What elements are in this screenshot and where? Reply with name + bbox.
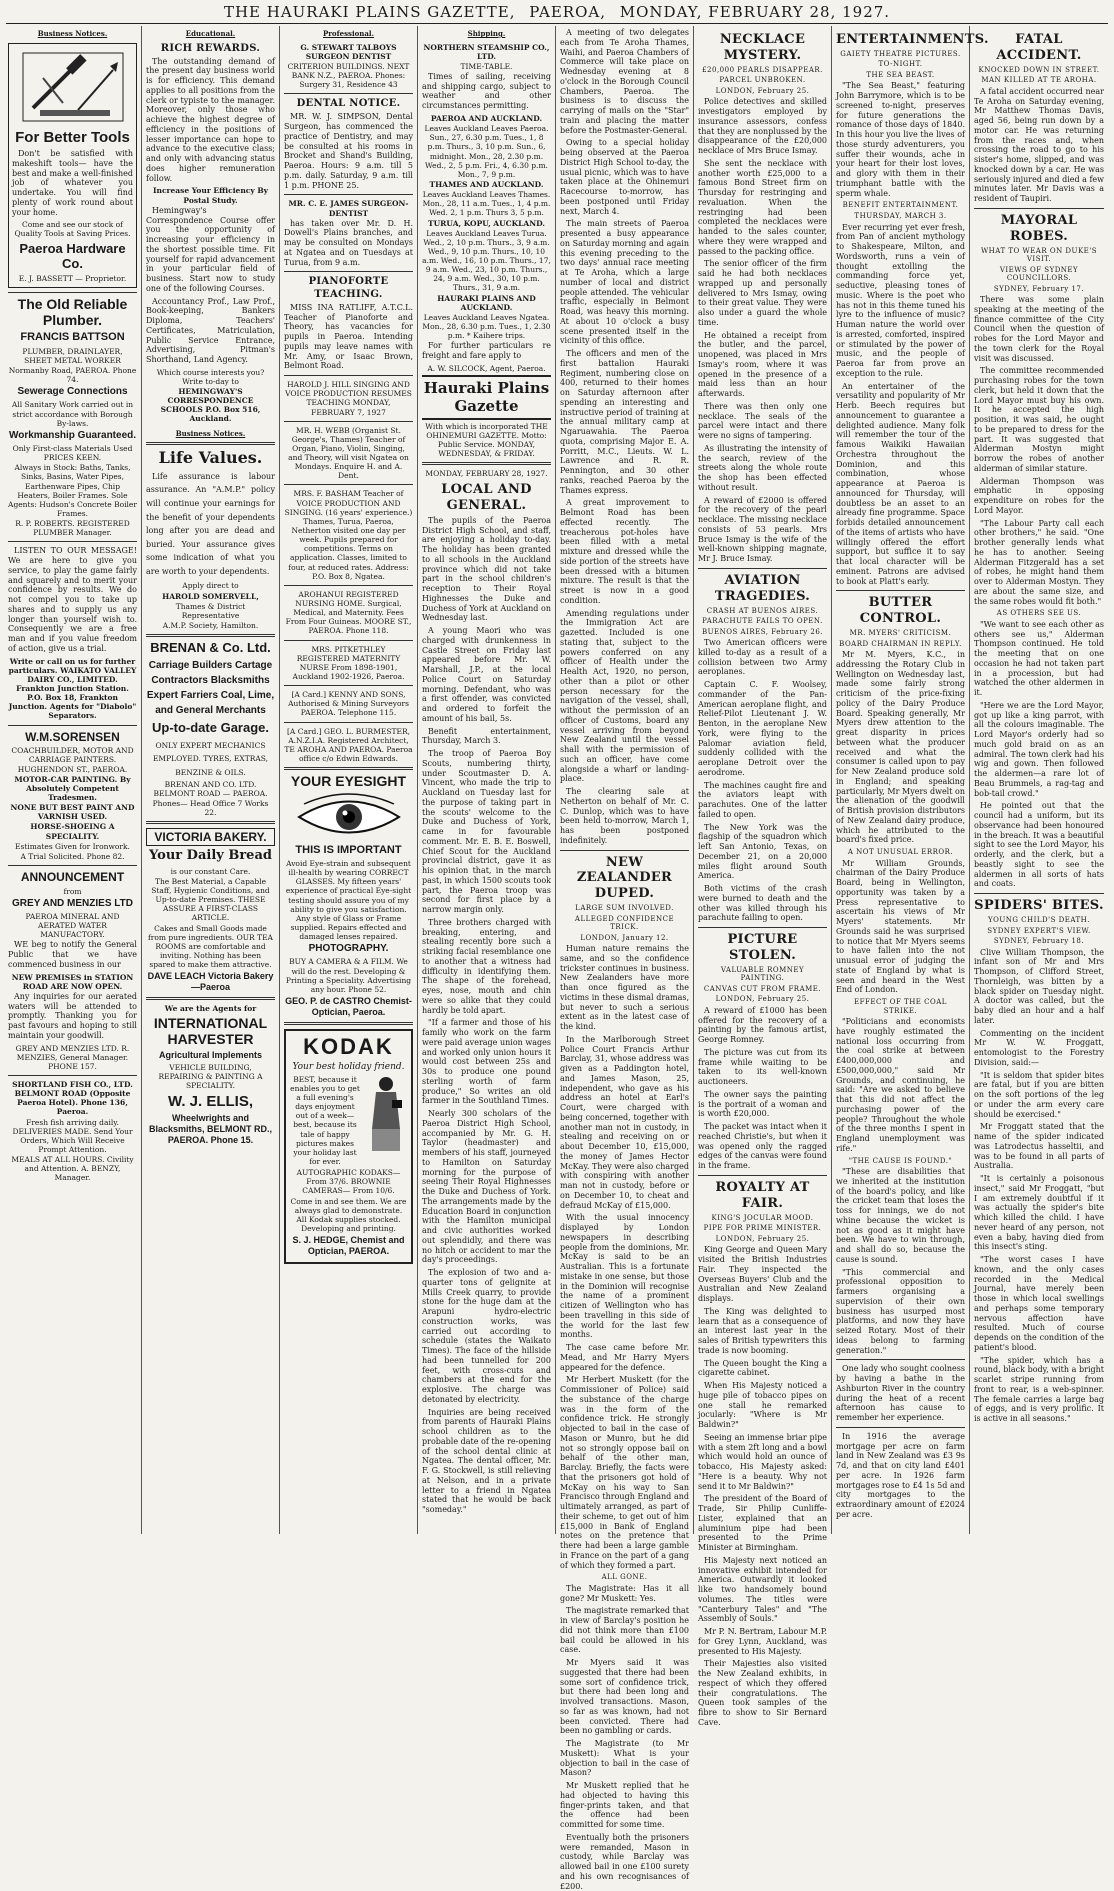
paper-name: THE HAURAKI PLAINS GAZETTE, xyxy=(223,3,516,21)
thames-rep: Thames & District Representative xyxy=(175,601,246,620)
picture-sub1: VALUABLE ROMNEY PAINTING. xyxy=(720,965,805,983)
nz-duped-dateline: LONDON, January 12. xyxy=(580,933,669,942)
picture-title: PICTURE STOLEN. xyxy=(727,932,798,963)
article-paragraph: In the Marlborough Street Police Court Francis Arthur Barclay, 31, whose address was given as a Paddington hotel, and James Mason, 25, independent, who gave as his address an hotel at Earl's Court, were charged with being concerned, together with another man not in custody, in stealing and receiving on or about December 10, £15,000, the money of James Hector McKay. They were also charged with conspiring with another man not in custody, before or on December 10, to cheat and defraud McKay of £15,000. xyxy=(560,1034,689,1210)
hardware-firm: Paeroa Hardware Co. xyxy=(19,240,126,272)
horseshoeing: HORSE-SHOEING A SPECIALITY. xyxy=(30,822,115,841)
butter-sub2: BOARD CHAIRMAN IN REPLY. xyxy=(839,639,962,648)
sewerage-title: Sewerage Connections xyxy=(17,386,128,398)
butter-title: BUTTER CONTROL. xyxy=(859,595,942,627)
agri-implements: Agricultural Implements xyxy=(158,1050,263,1061)
local-general-body xyxy=(422,516,551,1515)
gazette-date: MONDAY, FEBRUARY 28, 1927. xyxy=(425,469,548,479)
kenny-surveyors: [A Card.] KENNY AND SONS, Authorised & Mining Surveyors PAEROA. Telephone 115. xyxy=(288,690,409,718)
article-paragraph: Police detectives and skilled investigators employed by insurance assessors, confess that they are nonplussed by the disappearance of the £20,000 necklace of Mrs Bruce Ismay. xyxy=(698,97,827,156)
tools-body: Don't be satisfied with makeshift tools— have the best and make a well-finished job of whatever you undertake. You will find plenty of work round about your home. xyxy=(12,149,133,217)
article-paragraph: "If a farmer and those of his family who work on the farm were paid average union wages and worked only union hours it would cost between 25s and 30s to produce one pound sterling worth of farm produce," So writes an old farmer in the Southland Times. xyxy=(422,1018,551,1106)
article-subhead: EFFECT OF THE COAL STRIKE. xyxy=(854,998,947,1015)
rich-rewards-body2: Hemingway's Correspondence Course offer you the opportunity of increasing your efficiency in the shortest possible time. Fit yourself for rapid advancement in your particular field of business. Start now to study one of the following Courses. xyxy=(146,205,275,293)
announcement-title: ANNOUNCEMENT xyxy=(20,869,125,884)
royalty-title: ROYALTY AT FAIR. xyxy=(715,1179,810,1211)
article-paragraph: With the usual innocency displayed by London newspapers in describing people from the dominions, Mr. McKay is said to be an Australian. This is a fortunate mistake in one sense, but those in the Dominion will recognise the name of a prominent citizen of Wellington who has been travelling in this side of the world for the last few months. xyxy=(560,1213,689,1340)
nz-duped-sub1: LARGE SUM INVOLVED. xyxy=(575,904,674,913)
article-paragraph: Mr Froggatt stated that the name of the spider indicated was Latrodectus hasseltii, and was to be found in all parts of Australia. xyxy=(974,1122,1104,1171)
inquiries-body: Any inquiries for our aerated waters will be attended to promptly. Thanking you for past favours and hoping to still maintain your goodwill. xyxy=(8,991,137,1040)
article-paragraph: Mr William Grounds, chairman of the Dairy Produce Board, being in Wellington, opportunity was taken by a Press representative to ascertain his views of Mr Myers' statements. Mr Grounds said he was surprised to notice that Mr Myers seems to have fallen into the not unusual error of judging the state of England by what is seen and heard in the West End of London. xyxy=(836,858,965,995)
thames-auckland-times: Leaves Auckland Leaves Thames. Mon., 28, 11 a.m. Tues., 1, 4 p.m. Wed. 2, 1 p.m. Thurs 3, 5 p.m. xyxy=(422,190,551,218)
gazette-nameplate: Hauraki Plains Gazette xyxy=(422,375,551,420)
workmanship-title: Workmanship Guaranteed. xyxy=(8,429,137,441)
nz-duped-sub2: ALLEGED CONFIDENCE TRICK. xyxy=(574,914,675,932)
local-general-title: LOCAL AND GENERAL. xyxy=(441,482,532,514)
international-harvester: INTERNATIONAL HARVESTER xyxy=(153,1015,268,1047)
article-paragraph: The picture was cut from its frame while waiting to be taken to its well-known auctioneers. xyxy=(698,1047,827,1087)
mayoral-title: MAYORAL ROBES. xyxy=(1000,212,1078,244)
hardware-ad xyxy=(8,43,137,289)
column-1 xyxy=(4,26,142,1534)
article-paragraph: Ever recurring yet ever fresh, from Pan of ancient mythology to Shakespeare, Milton, and Wordsworth, runs a vein of thought extolling the commanding force yet, seductive, pleasing tones of music. Where is the poet who has not in this theme tuned his lyre to the influence of music? Human nature the world over is arrested, comforted, inspired or stimulated by the power of music, and the people of Paeroa far from prove an exception to the rule. xyxy=(836,222,965,378)
photography-body: BUY A CAMERA & A FILM. We will do the rest. Developing & Printing a Speciality. Advertising any hour. Phone 52. xyxy=(285,957,412,994)
piano-body: MISS INA RATLIFF, A.T.C.L. Teacher of Pianoforte and Theory, has vacancies for pupils in Paeroa. Intending pupils may leave names with Mr. Amy, or Isaac Brown, Belmont Road. xyxy=(284,302,413,371)
necklace-title: NECKLACE MYSTERY. xyxy=(719,32,806,63)
entertainments-sub2: TO-NIGHT. xyxy=(878,60,923,69)
article-paragraph: Alderman Thompson was emphatic in opposing expenditure on robes for the Lord Mayor. xyxy=(974,476,1104,515)
picture-sub2: CANVAS CUT FROM FRAME. xyxy=(703,984,822,993)
article-paragraph: Seeing an immense briar pipe with a stem 2ft long and a bowl which would hold an ounce of tobacco, His Majesty asked: "Here is a beauty. Why not send it to Mr Baldwin?" xyxy=(698,1432,827,1491)
article-paragraph: "The worst cases I have known, and the only cases recorded in the Medical Journal, have merely been those in which local swellings and perhaps some temporary nervous affection have resulted. Much of course depends on the condition of the patient's blood. xyxy=(974,1255,1104,1352)
kodak-logo: KODAK xyxy=(303,1033,394,1059)
column-8 xyxy=(970,26,1108,1534)
article-paragraph: Human nature remains the same, and so the confidence trickster continues in business. New Zealanders have more than once figured as the victims in these dismal dramas, but never to such a serious extent as in the latest case of the kind. xyxy=(560,944,689,1032)
webb-organist: MR. H. WEBB (Organist St. George's, Thames) Teacher of Organ, Piano, Violin, Singing, and Theory, will visit Ngatea on Mondays. Enquire H. and A. Dent. xyxy=(288,425,409,481)
section-label: Shipping. xyxy=(467,29,506,38)
plumber-title: The Old Reliable Plumber. xyxy=(17,296,128,328)
column-7 xyxy=(832,26,989,1534)
article-paragraph: Benefit entertainment, Thursday, March 3. xyxy=(422,726,551,746)
royalty-sub2: PIPE FOR PRIME MINISTER. xyxy=(703,1224,822,1233)
paper-place: PAEROA, xyxy=(529,3,606,21)
article-paragraph: An entertainer of the versatility and popularity of Mr Herb. Beech requires but announcement to guarantee a delighted audience. Many folk will remember the tour of the famous Waikiki Hawaiian Orchestra throughout the Dominion, and this combination, whose appearance at Paeroa is announced for Thursday, will doubtless be an asset to an already fine programme. Space forbids detailed announcement of the items of artists who have willingly offered the effort support, but suffice it to say that local character will be eminent. Patrons are advised to book at Platt's early. xyxy=(836,381,965,586)
fatal-sub1: KNOCKED DOWN IN STREET. xyxy=(978,65,1100,74)
hauraki-head: HAURAKI PLAINS AND AUCKLAND. xyxy=(437,293,536,312)
tools-illustration-icon xyxy=(12,47,133,127)
necklace-dateline: LONDON, February 25. xyxy=(715,86,810,95)
article-paragraph: A fatal accident occurred near Te Aroha on Saturday evening, Mr Matthew Thomas Davis, aged 56, being run down by a motor car. He was returning from the races and, when crossing the road to go to his sister's home, slipped, and was knocked down by a car. He was seriously injured and died a few minutes later. Mr Davis was a resident of Taupiri. xyxy=(974,86,1105,204)
article-paragraph: A great improvement to Belmont Road has been effected recently. The treacherous pot-holes have been filled with a metal mixture and dressed while the side portion of the streets have been dressed with a bitumen mixture. The result is that the street is now in a good condition. xyxy=(560,498,689,605)
kodak-come: Come in and see them. We are always glad to demonstrate. All Kodak supplies stocked. Developing and printing. xyxy=(290,1196,407,1233)
column-6 xyxy=(694,26,832,1727)
article-paragraph: The explosion of two and a-quarter tons of gelignite at Mills Creek quarry, to provide stone for the huge dam at the Arapuni hydro-electric construction works, was carried out according to schedule (states the Waikato Times). The face of the hillside had been tunnelled for 200 feet, with cross-cuts and chambers at the end for the explosive. The charge was detonated by electricity. xyxy=(422,1268,551,1404)
rich-increase: Increase Your Efficiency By Postal Study. xyxy=(152,186,269,205)
spiders-sub1: YOUNG CHILD'S DEATH. xyxy=(987,916,1091,925)
article-paragraph: The New York was the flagship of the squadron which left San Antonio, Texas, on December 21, on a 20,000 miles flight around South America. xyxy=(698,822,827,881)
silcock-agent: A. W. SILCOCK, Agent, Paeroa. xyxy=(427,363,546,373)
woman-camera-icon xyxy=(364,1074,408,1154)
article-paragraph: In 1916 the average mortgage per acre on farm land in New Zealand was £3 9s 7d, and that on city land £401 per acre. In 1926 farm mortgages rose to £4 1s 5d and city mortgages to the extraordinary amount of £2024 per acre. xyxy=(836,1431,965,1519)
aviation-sub1: CRASH AT BUENOS AIRES. xyxy=(706,606,819,615)
benefit-title: BENEFIT ENTERTAINMENT. xyxy=(842,201,959,210)
article-paragraph: As illustrating the intensity of the search, review of the streets along the whole route the shop has been effected without result. xyxy=(698,443,827,492)
section-label: Business Notices. xyxy=(37,29,108,38)
bread-title: Your Daily Bread xyxy=(149,848,272,864)
spiders-sub2: SYDNEY EXPERT'S VIEW. xyxy=(987,926,1091,935)
brenan-services: Carriage Builders Cartage Contractors Blacksmiths Expert Farriers Coal, Lime, and General Merchants xyxy=(146,660,275,717)
article-paragraph: A young Maori who was charged with drunkenness in Castle Street on Friday last appeared before Mr. W. Marshall, J.P., at the local Police Court on Saturday morning. Defendant, who was a first offender, was convicted and ordered to forfeit the amount of his bail, 5s. xyxy=(422,626,551,723)
benefit-sub: THURSDAY, MARCH 3. xyxy=(854,211,947,220)
paeroa-auckland-times: Leaves Auckland Leaves Paeroa. Sun., 27, 6.30 p.m. Tues., 1, 8 p.m. Thurs., 3, 10 p.m. Sun., 6, midnight. Mon., 28, 2.30 p.m. Wed., 2, 5 p.m. Fri., 4, 6.30 p.m. Mon., 7, 9 p.m. xyxy=(424,124,549,179)
life-values-body: Life assurance is labour assurance. An "A.M.P." policy will continue your earnings for the benefit of your dependents long after you are dead and buried. Your assurance gives some indication of what you are worth to your dependents. xyxy=(146,471,275,576)
article-paragraph: Mr Herbert Muskett (for the Commissioner of Police) said the substance of the charge was in the form of the confidence trick. He strongly objected to bail in the case of Mason or Munro, but he did not so strongly oppose bail on behalf of the other man, Barclay. Briefly, the facts were that the prisoners got hold of McKay on his way to San Francisco through England and ultimately arranged, as part of their scheme, to get out of him £15,000 in Bank of England notes on the pretence that there had been a large gamble in France on the part of a gang of which they formed a part. xyxy=(560,1375,689,1570)
necklace-sub2: PARCEL UNBROKEN. xyxy=(719,76,806,85)
photography-title: PHOTOGRAPHY. xyxy=(308,943,389,955)
article-paragraph: The magistrate remarked that in view of Barclay's position he did not think more than £100 bail could be allowed in his case. xyxy=(560,1606,689,1655)
fatal-sub2: MAN KILLED AT TE AROHA. xyxy=(981,76,1097,85)
article-paragraph: Mr P. N. Bertram, Labour M.P. for Grey Lynn, Auckland, was presented to His Majesty. xyxy=(698,1627,827,1656)
brenan-address: BRENAN AND CO. LTD. BELMONT ROAD — PAEROA. Phones— Head Office 7 Works 22. xyxy=(152,780,269,817)
article-paragraph: The case came before Mr. Mead, and Mr Harry Myers appeared for the defence. xyxy=(560,1343,689,1372)
basham-teacher: MRS. F. BASHAM Teacher of VOICE PRODUCTION AND SINGING. (16 years' experience.) Thames, Turua, Paeroa, Netherton visited one day per week. Pupils prepared for competitions. Terms on application. Classes, limited to four, at reduced rates. Address: P.O. Box 8, Ngatea. xyxy=(284,489,413,581)
article-paragraph: Nearly 300 scholars of the Paeroa District High School, accompanied by Mr. G. H. Taylor (headmaster) and members of his staff, journeyed to Hamilton on Saturday morning for the purpose of seeing Their Royal Highnesses the Duke and Duchess of York. The arrangements made by the Education Board in conjunction with the Hamilton municipal and civic authorities worked out splendidly, and there was no hitch or accident to mar the day's proceedings. xyxy=(422,1109,551,1265)
new-premises: NEW PREMISES in STATION ROAD ARE NOW OPEN. xyxy=(11,972,134,991)
bakery-title: VICTORIA BAKERY. xyxy=(146,828,275,847)
article-paragraph: He pointed out that the council had a uniform, but its observance had been honoured in the breach. It was a beautiful sight to see the Lord Mayor, his orderly, and the clerk, but a beastly sight to see the aldermen in all sorts of hats and coats. xyxy=(974,801,1104,889)
sewerage-body: All Sanitary Work carried out in strict accordance with Borough By-laws. xyxy=(11,400,134,428)
article-paragraph: "The spider, which has a round, black body, with a bright scarlet stripe running from front to rear, is a web-spinner. The female carries a large bag of eggs, and is very prolific. It is active in all seasons." xyxy=(974,1355,1104,1424)
plumber-trade: PLUMBER, DRAINLAYER, SHEET METAL WORKER xyxy=(22,346,123,365)
article-paragraph: The pupils of the Paeroa District High School, and staff, are enjoying a holiday to-day. The holiday has been granted to all schools in the Auckland province which did not take part in the school children's reception to Their Royal Highnesses the Duke and Duchess of York at Auckland on Wednesday last. xyxy=(422,515,551,623)
piano-title: PIANOFORTE TEACHING. xyxy=(308,276,389,300)
article-paragraph: Two American officers were killed to-day as a result of a collision between two Army aeroplanes. xyxy=(698,638,827,677)
column-2 xyxy=(142,26,280,1534)
sorensen-body: COACHBUILDER, MOTOR AND CARRIAGE PAINTERS. HUGHENDON ST., PAEROA. xyxy=(11,746,134,774)
ironwork-estimates: Estimates Given for Ironwork. xyxy=(15,841,130,851)
thames-auckland-head: THAMES AND AUCKLAND. xyxy=(429,179,544,189)
article-paragraph: He obtained a receipt from the butler, and the parcel, unopened, was placed in Mrs Ismay's room, where it was opened in the presence of a maid less than an hour afterwards. xyxy=(698,330,827,399)
criterion: CRITERION BUILDINGS. NEXT BANK N.Z., PAEROA. Phones: Surgery 31, Residence 43 xyxy=(287,61,410,90)
dental-notice-title: DENTAL NOTICE. xyxy=(296,98,401,110)
article-paragraph: Both victims of the crash were burned to death and the other was killed through his parachute failing to open. xyxy=(698,884,827,923)
hill-singing: HAROLD J. HILL SINGING AND VOICE PRODUCTION RESUMES TEACHING MONDAY, FEBRUARY 7, 1927 xyxy=(285,380,412,417)
article-paragraph: Three brothers charged with breaking, entering, and stealing recently bore such a striking facial resemblance one to another that a witness had difficulty in identifying them. The shape of the forehead, eyes, nose, mouth and chin were so alike that they could hardly be told apart. xyxy=(422,917,551,1015)
column-5 xyxy=(556,26,694,1891)
rich-rewards-title: RICH REWARDS. xyxy=(160,42,261,54)
article-paragraph: There was then only one necklace. The seals of the parcel were intact and there were no signs of tampering. xyxy=(698,401,827,441)
rich-which: Which course interests you? Write to-day to xyxy=(156,367,265,386)
gazette-sub: With which is incorporated THE OHINEMURI GAZETTE. Motto: Public Service. MONDAY, WEDNESDAY, & FRIDAY. xyxy=(425,421,548,458)
article-paragraph: Their Majesties also visited the New Zealand exhibits, in respect of which they offered their congratulations. The Queen took samples of the fibre to show to Sir Bernard Cave. xyxy=(698,1659,827,1727)
dave-leach: DAVE LEACH Victoria Bakery—Paeroa xyxy=(147,971,274,993)
article-paragraph: King George and Queen Mary visited the British Industries Fair. They inspected the Overseas Buyers' Club and the Australian and New Zealand displays. xyxy=(698,1245,827,1304)
notify-body: WE beg to notify the General Public that we have commenced business in our xyxy=(8,940,137,969)
article-subhead: AS OTHERS SEE US. xyxy=(996,609,1082,618)
article-paragraph: Mr Myers said it was suggested that there had been some sort of confidence trick, but there had been long and involved transactions. Mason, so far as was known, had not been convicted. There had been no gambling or cards. xyxy=(560,1658,689,1736)
kodak-prices: AUTOGRAPHIC KODAKS— From 37/6. BROWNIE CAMERAS— From 10/6. xyxy=(296,1168,401,1196)
article-paragraph: One lady who sought coolness by having a bathe in the Ashburton River in the country during the heat of a recent afternoon has cause to remember her experience. xyxy=(836,1364,965,1423)
paper-date: MONDAY, FEBRUARY 28, 1927. xyxy=(619,3,891,21)
grey-signature: GREY AND MENZIES LTD. R. MENZIES, General Manager. PHONE 157. xyxy=(15,1043,130,1071)
pitkethley-nurse: MRS. PITKETHLEY REGISTERED MATERNITY NURSE From 1898-1901, Auckland 1902-1926, Paeroa. xyxy=(292,644,405,682)
tools-more: Come and see our stock of Quality Tools at Saving Prices. xyxy=(14,220,131,239)
royalty-dateline: LONDON, February 25. xyxy=(715,1234,810,1243)
shipping-note: Times of sailing, receiving and shipping cargo, subject to weather and other circumstances permitting. xyxy=(422,71,551,111)
life-values-title: Life Values. xyxy=(158,448,263,468)
talboys: G. STEWART TALBOYS SURGEON DENTIST xyxy=(300,42,397,61)
aviation-dateline: BUENOS AIRES, February 26. xyxy=(701,627,824,636)
hardware-proprietor: E. J. BASSETT — Proprietor. xyxy=(18,274,127,284)
aviation-sub2: PARACHUTE FAILS TO OPEN. xyxy=(702,617,823,626)
shipping-more: For further particulars re freight and fare apply to xyxy=(422,341,551,361)
article-paragraph: The committee recommended purchasing robes for the town clerk, but held it down that the Lord Mayor must buy his own. It he accepted the high position, it was said, he ought to be prepared to dress for the part. It was suggested that Alderman Mostyn might borrow the robes of another alderman of similar stature. xyxy=(974,366,1104,473)
turua-head: TURUA, KOPU, AUCKLAND. xyxy=(428,218,545,228)
article-paragraph: The Magistrate (to Mr Muskett): What is your objection to bail in the case of Mason? xyxy=(560,1739,689,1778)
section-label: Professional. xyxy=(322,29,375,38)
article-paragraph: Commenting on the incident Mr W. W. Froggatt, entomologist to the Forestry Division, said:— xyxy=(974,1028,1104,1067)
article-paragraph: The president of the Board of Trade, Sir Philip Cunliffe-Lister, explained that an aluminium pipe had been presented to the Prime Minister at Birmingham. xyxy=(698,1494,827,1553)
article-paragraph: His Majesty next noticed an innovative exhibit intended for America. Outwardly it looked like two handsomely bound volumes. The titles were "Canterbury Tales" and "The Assembly of Souls." xyxy=(698,1555,827,1624)
eyesight-body: Avoid Eye-strain and subsequent ill-health by wearing CORRECT GLASSES. My fifteen years' experience of practical Eye-sight testing should assure you of my ability to give you satisfaction. Any style of Glass or Frame supplied. Repairs effected and damaged lenses repaired. xyxy=(285,858,412,942)
kodak-body: BEST, because it enables you to get a full evening's days enjoyment out of a week—best, because its tale of happy pictures makes your holiday last for ever. xyxy=(290,1074,360,1166)
turua-times: Leaves Auckland Leaves Turua. Wed., 2, 10 p.m. Thurs., 3, 9 a.m. Wed., 9, 10 p.m. Thurs., 10, 10 a.m. Wed., 16, 10 p.m. Thurs., 17, 9 a.m. Wed., 23, 10 p.m. Thurs., 24, 9 a.m. Wed., 30, 10 p.m. Thurs., 31, 9 a.m. xyxy=(422,228,551,293)
varnish-note: NONE BUT BEST PAINT AND VARNISH USED. xyxy=(10,803,135,822)
article-paragraph: She sent the necklace with another worth £25,000 to a famous Bond Street firm on Thursday for restringing and revaluation. When the restringing had been completed the necklaces were handed to the sales counter, where they were wrapped and passed to the packing office. xyxy=(698,158,827,256)
nz-duped-title: NEW ZEALANDER DUPED. xyxy=(576,854,673,902)
james-dentist: MR. C. E. JAMES SURGEON-DENTIST xyxy=(288,199,409,218)
article-paragraph: "We want to see each other as others see us," Alderman Thompson continued. He told the meeting that on one occasion he had not taken part in a procession, but had watched the other aldermen in it. xyxy=(974,619,1104,698)
kodak-ad xyxy=(284,1029,413,1264)
article-paragraph: Mr Muskett replied that he had objected to having this finger-prints taken, and that the offence had been committed for some time. xyxy=(560,1781,689,1830)
plumber-manager: R. P. ROBERTS. REGISTERED PLUMBER Manager. xyxy=(15,519,130,538)
fatal-title: FATAL ACCIDENT. xyxy=(996,32,1082,63)
article-paragraph: Captain C. F. Woolsey, commander of the Pan-American aeroplane flight, and Relief-Pilot Lieutenant J. W. Benton, in the aeroplane New York, were flying to the Palomar aviation field, suddenly collided with the aeroplane Detroit over the aerodrome. xyxy=(698,680,827,777)
article-subhead: "THE CAUSE IS FOUND." xyxy=(848,1156,953,1165)
article-paragraph: There was some plain speaking at the meeting of the finance committee of the City Council when the question of robes for the Lord Mayor and the town clerk for the Royal visit was discussed. xyxy=(974,295,1104,363)
eye-icon xyxy=(284,794,413,840)
aviation-title: AVIATION TRAGEDIES. xyxy=(714,572,811,604)
article-paragraph: The troop of Paeroa Boy Scouts, numbering thirty, under Scoutmaster D. A. Vincent, who made the trip to Auckland on Tuesday last for the purpose of taking part in the scouts' welcome to the Duke and Duchess of York, came in for favourable comment. Mr. E. B. E. Boswell, Chief Scout for the Auckland provincial district, gave it as his opinion that, in the march past, in which 1500 scouts took part, the Paeroa troop was second for first place by a narrow margin only. xyxy=(422,749,551,915)
column-3 xyxy=(280,26,418,1534)
article-paragraph: Inquiries are being received from parents of Hauraki Plains school children as to the probable date of the re-opening of the school dental clinic at Ngatea. The dental officer, Mr. F. G. Stockwell, is still relieving at Nelson, and in a private letter to a friend in Ngatea stated that he would be back "someday." xyxy=(422,1407,551,1515)
article-paragraph: A reward of £2000 is offered for the recovery of the pearl necklace. The missing necklace consists of 53 pearls. Mrs Bruce Ismay is the wife of the well-known shipping magnate, Mr J. Bruce Ismay. xyxy=(698,495,827,564)
mayoral-dateline: SYDNEY, February 17. xyxy=(993,284,1085,293)
motor-painting: MOTOR-CAR PAINTING. By Absolutely Competent Tradesmen. xyxy=(14,774,131,802)
timetable-title: TIME-TABLE. xyxy=(460,61,513,71)
article-subhead: A NOT UNUSUAL ERROR. xyxy=(847,848,954,857)
announcement-from: from xyxy=(63,886,82,896)
article-paragraph: "These are disabilities that we inherited at the institution of the board's policy, and like the cricket team that loses the toss for innings, we do not whine because the wicket is not as good as it might have been. We have to win through, and shall do so, because the cause is sound. xyxy=(836,1167,965,1264)
article-paragraph: Clive William Thompson, the infant son of Mr and Mrs Thompson, of Clifford Street, Thornleigh, was bitten by a black spider on Tuesday night. A doctor was called, but the baby died an hour and a half later. xyxy=(974,947,1104,1025)
somervell: HAROLD SOMERVELL, xyxy=(162,591,259,601)
kodak-tagline: Your best holiday friend. xyxy=(292,1061,405,1072)
article-paragraph: The officers and men of the first battalion Hauraki Regiment, numbering close on 400, returned to their homes on Saturday afternoon after spending an interesting and instructive period of training at the annual military camp at Ngaruawahia. The Paeroa quota, comprising Major E. A. Porritt, M.C., Lieuts. W. L. Lawrence and R. R. Pennington, and 30 other ranks, reached Paeroa by the Thames express. xyxy=(560,349,689,495)
royalty-sub1: KING'S JOCULAR MOOD. xyxy=(711,1213,814,1222)
article-paragraph: The machines caught fire and the aviators leapt with parachutes. One of the latter failed to open. xyxy=(698,780,827,819)
stock-body: Always in Stock: Baths, Tanks, Sinks, Basins, Water Pipes, Earthenware Pipes, Chip Heaters, Boiler Frames. Sole Agents: Hudson's Concrete Boiler Frames. xyxy=(8,463,137,518)
garage-title: Up-to-date Garage. xyxy=(151,720,269,736)
arohanui-nursing: AROHANUI REGISTERED NURSING HOME. Surgical, Medical, and Maternity. Fees From Four Guineas. MOORE ST., PAEROA. Phone 118. xyxy=(285,589,412,636)
de-castro: GEO. P. de CASTRO Chemist-Optician, Paeroa. xyxy=(285,995,412,1017)
column-4 xyxy=(418,26,556,1534)
article-paragraph: "Here we are the Lord Mayor, got up like a king parrot, with all the colours imaginable. The Lord Mayor's orderly had so much gold braid on as an admiral. The town clerk had his wig and gown. Then followed the aldermen—a rare lot of Beau Brummels, a rag-tag and bob-tail crowd." xyxy=(974,700,1104,798)
article-paragraph: The Magistrate: Has it all gone? Mr Muskett: Yes. xyxy=(560,1583,689,1603)
cakes-body: Cakes and Small Goods made from pure ingredients. OUR TEA ROOMS are comfortable and inviting. Nothing has been spared to make them attractive. xyxy=(148,923,273,970)
trial-solicited: A Trial Solicited. Phone 82. xyxy=(20,851,125,861)
fish-company: SHORTLAND FISH CO., LTD. BELMONT ROAD (Opposite Paeroa Hotel). Phone 136, Paeroa. xyxy=(12,1080,133,1117)
necklace-sub1: £20,000 PEARLS DISAPPEAR. xyxy=(702,65,823,74)
article-paragraph: "This commercial and professional opposition to farmers organising a supervision of their own business has usurped most platforms, and now they have seized Rotary. Most of their ideas belong to farming generation." xyxy=(836,1267,965,1355)
mayoral-sub2: VIEWS OF SYDNEY COUNCILLORS. xyxy=(999,265,1079,283)
article-paragraph: A meeting of two delegates each from Te Aroha Thames, Waihi, and Paeroa Chambers of Commerce will take place on Wednesday evening at 8 o'clock in the Borough Council Chambers, Paeroa. The business is to discuss the carrying of mails on the "Star" train and placing the matter before the Postmaster-General. xyxy=(560,28,689,135)
article-paragraph: "It is certainly a poisonous insect," said Mr Froggatt, "but I am extremely doubtful if it was actually the spider's bite which killed the child. I have never heard of any person, not even a baby, having died from this insect's sting. xyxy=(974,1174,1104,1252)
steamship-co: NORTHERN STEAMSHIP CO., LTD. xyxy=(423,42,550,61)
article-paragraph: The Queen bought the King a cigarette cabinet. xyxy=(698,1358,827,1378)
article-paragraph: Amending regulations under the Immigration Act are gazetted. Included is one stating that, subject to the powers conferred on any officer of Health under the Health Act, 1920, no person, other than a pilot or other person necessary for the navigation of the vessel, shall, without the permission of an officer of Customs, board any vessel arriving from beyond New Zealand until the vessel shall with the permission of such an officer, have come alongside a wharf or landing-place. xyxy=(560,608,689,784)
picture-dateline: LONDON, February 25. xyxy=(715,995,810,1004)
paeroa-auckland-head: PAEROA AND AUCKLAND. xyxy=(430,113,543,123)
article-paragraph: Owing to a special holiday being observed at the Paeroa District High School to-day, the usual picnic, which was to have taken place at the Ohinemuri Racecourse to-morrow, has been postponed until Friday next, March 4. xyxy=(560,138,689,216)
hedge-chemist: S. J. HEDGE, Chemist and Optician, PAEROA. xyxy=(292,1235,405,1257)
article-paragraph: The owner says the painting is the portrait of a woman and is worth £20,000. xyxy=(698,1089,827,1119)
article-paragraph: "The Labour Party call each other brothers," he said. "One brother generally lends what he has to another. Seeing Alderman Fitzgerald has a set of robes, he might hand them over to Alderman Mostyn. They are about the same size, and the same robes would fit both." xyxy=(974,518,1104,606)
article-paragraph: "Politicians and economists have roughly estimated the national loss occurring from the coal strike at between £400,000,000 and £500,000,000," said Mr Grounds, and continuing, he said: "Are we asked to believe that this did not affect the purchasing power of the people? Throughout the whole of the three months I spent in England unemployment was rife." xyxy=(836,1017,965,1153)
masthead xyxy=(6,0,1108,24)
james-body: has taken over Mr. D. H. Dowell's Plains branches, and may be consulted on Mondays at Ngatea and on Tuesdays at Turua, from 9 a.m. xyxy=(284,218,413,267)
article-paragraph: "It is seldom that spider bites are fatal, but if you are bitten on the soft portions of the leg or under the arm every care should be exercised." xyxy=(974,1070,1104,1119)
rich-rewards-body: The outstanding demand of the present day business world is for efficiency. This demand applies to all positions from the clerk or typiste to the manager. Moreover, only those who achieve the highest degree of efficiency in the positions of lesser importance can hope to advance to the executive class; and only with advancing status does higher remuneration follow. xyxy=(146,56,275,183)
burmester-architect: [A Card.] GEO. L. BURMESTER, A.N.Z.I.A. Registered Architect, TE AROHA AND PAEROA. Paeroa office c/o Edwin Edwards. xyxy=(284,726,413,763)
section-label: Educational. xyxy=(185,29,236,38)
article-paragraph: The main streets of Paeroa presented a busy appearance on Saturday morning and again this evening preceding to the two days' annual race meeting at Te Aroha, which a large number of local and district people attended. The vehicular traffic, especially in Belmont Road, was heavy this morning. At about 10 o'clock a busy scene presented itself in the vicinity of this office. xyxy=(560,219,689,346)
agents-for: We are the Agents for xyxy=(164,1004,257,1014)
eyesight-title: YOUR EYESIGHT xyxy=(290,773,407,790)
entertainments-title: ENTERTAINMENTS. xyxy=(836,32,989,47)
apply-direct: Apply direct to xyxy=(182,581,239,591)
article-paragraph: The clearing sale at Netherton on behalf of Mr. C. C. Dunlop, which was to have been held to-morrow, March 1, has been postponed indefinitely. xyxy=(560,787,689,845)
ellis-trade: Wheelwrights and Blacksmiths, BELMONT RD., PAEROA. Phone 15. xyxy=(148,1113,273,1145)
article-paragraph: The King was delighted to learn that as a consequence of an interest last year in the sales of British typewriters this trade is now booming. xyxy=(698,1306,827,1355)
ellis-name: W. J. ELLIS, xyxy=(167,1092,253,1110)
article-paragraph: A reward of £1000 has been offered for the recovery of a painting by the famous artist, George Romney. xyxy=(698,1005,827,1045)
grey-menzies: GREY AND MENZIES LTD xyxy=(12,897,133,909)
dairy-message: LISTEN TO OUR MESSAGE! We are here to give you service, to play the game fairly and squarely and to merit your confidence by results. We do not compel you to take up shares and to supply us any longer than yourself wish to. Consequently we are a free man and if you value freedom of action, give us a trial. xyxy=(8,546,137,653)
newspaper-columns xyxy=(4,26,1110,1891)
fish-deliveries: Fresh fish arriving daily. DELIVERIES MADE. Send Your Orders, Which Will Receive Prompt Attention. xyxy=(12,1117,133,1154)
butter-sub1: MR. MYERS' CRITICISM. xyxy=(849,628,952,637)
sorensen-title: W.M.SORENSEN xyxy=(25,729,120,744)
article-paragraph: Mr M. Myers, K.C., in addressing the Rotary Club in Wellington on Wednesday last, made some fairly strong criticism of the price-fixing policy of the Dairy Produce Board. Speaking generally, Mr Myers drew attention to the great disparity in prices between what the producer received and what the consumer is called upon to pay for New Zealand produce sold in England; and speaking particularly, Mr Myers dwelt on the alienation of the goodwill of British provision distributors of New Zealand dairy produce, which he attributed to the board's fixed price. xyxy=(836,650,965,845)
plumber-address: Normanby Road, PAEROA. Phone 74. xyxy=(8,365,137,385)
article-paragraph: Eventually both the prisoners were remanded, Mason in custody, while Barclay was allowed bail in one £100 surety and his own recognisances of £200. xyxy=(560,1832,689,1891)
garage-body: ONLY EXPERT MECHANICS EMPLOYED. TYRES, EXTRAS, BENZINE & OILS. xyxy=(152,740,269,777)
rich-courses: Accountancy Prof., Law Prof., Book-keeping, Bankers Diploma, Teachers' Certificates, Matriculation, Public Service Entrance, Advertising, Pitman's Shorthand, Land Agency. xyxy=(146,296,275,364)
bread-body: The Best Material, a Capable Staff, Hygienic Conditions, and Up-to-date Premises. THESE ASSURE A FIRST-CLASS ARTICLE. xyxy=(151,876,270,923)
eyesight-important: THIS IS IMPORTANT xyxy=(295,843,402,856)
workmanship-body: Only First-class Materials Used PRICES KEEN. xyxy=(12,443,133,463)
section-label-2: Business Notices. xyxy=(175,428,246,438)
amp-society: A.M.P. Society, Hamilton. xyxy=(162,621,259,631)
spiders-title: SPIDERS' BITES. xyxy=(974,898,1104,914)
article-paragraph: When His Majesty noticed a huge pile of tobacco pipes on one stall he remarked jocularly: "Where is Mr Baldwin?" xyxy=(698,1381,827,1430)
entertainments-sub3: THE SEA BEAST. xyxy=(866,70,935,79)
mayoral-sub1: WHAT TO WEAR ON DUKE'S VISIT. xyxy=(980,246,1097,264)
vehicle-building: VEHICLE BUILDING, REPAIRING & PAINTING A SPECIALITY. xyxy=(158,1063,263,1091)
bread-sub: is our constant Care. xyxy=(170,866,251,876)
article-paragraph: The senior officer of the firm said he had both necklaces wrapped up and personally delivered to Mrs Ismay, owing to their great value. They were also under a guard the whole time. xyxy=(698,259,827,327)
article-paragraph: The packet was intact when it reached Christie's, but when it was opened only the ragged edges of the canvas were found in the frame. xyxy=(698,1122,827,1171)
plumber-name: FRANCIS BATTSON xyxy=(20,331,125,344)
spiders-dateline: SYDNEY, February 18. xyxy=(993,937,1085,946)
entertainments-sub1: GAIETY THEATRE PICTURES. xyxy=(840,49,961,58)
dental-notice-body: MR. W. J. SIMPSON, Dental Surgeon, has commenced the practice of Dentistry, and may be consulted at his rooms in Brocket and Shand's Building, Paeroa. Hours: 9 a.m. till 5 p.m. daily. Saturday, 9 a.m. till 1 p.m. PHONE 25. xyxy=(284,112,413,190)
article-paragraph: "The Sea Beast," featuring John Barrymore, which is to be screened to-night, preserves for future generations the romance of those days of 1840. In this hour you live the lives of those sturdy adventurers, you suffer their wounds, ache in your heart for their lost loves, and glory with them in their triumphant battle with the sperm whale. xyxy=(836,81,965,198)
hemingway-schools: HEMINGWAY'S CORRESPONDENCE SCHOOLS P.O. Box 516, Auckland. xyxy=(160,387,261,424)
dairy-company: Write or call on us for further particulars. WAIKATO VALLEY DAIRY CO., LIMITED. Frankton Junction Station. P.O. Box 18, Frankton Junction. Agents for "Diabolo" Separators. xyxy=(8,656,137,721)
mineral-water: PAEROA MINERAL AND AERATED WATER MANUFACTORY. xyxy=(25,911,120,940)
tools-headline: For Better Tools xyxy=(15,128,130,146)
meals-hours: MEALS AT ALL HOURS. Civility and Attention. A. BENZY, Manager. xyxy=(11,1155,134,1183)
article-subhead: ALL GONE. xyxy=(601,1573,648,1582)
hauraki-times: Leaves Auckland Leaves Ngatea. Mon., 28, 6.30 p.m. Tues., 1, 2.30 p.m. * Kaihere trips. xyxy=(422,312,551,341)
brenan-title: BRENAN & Co. Ltd. xyxy=(150,640,271,656)
